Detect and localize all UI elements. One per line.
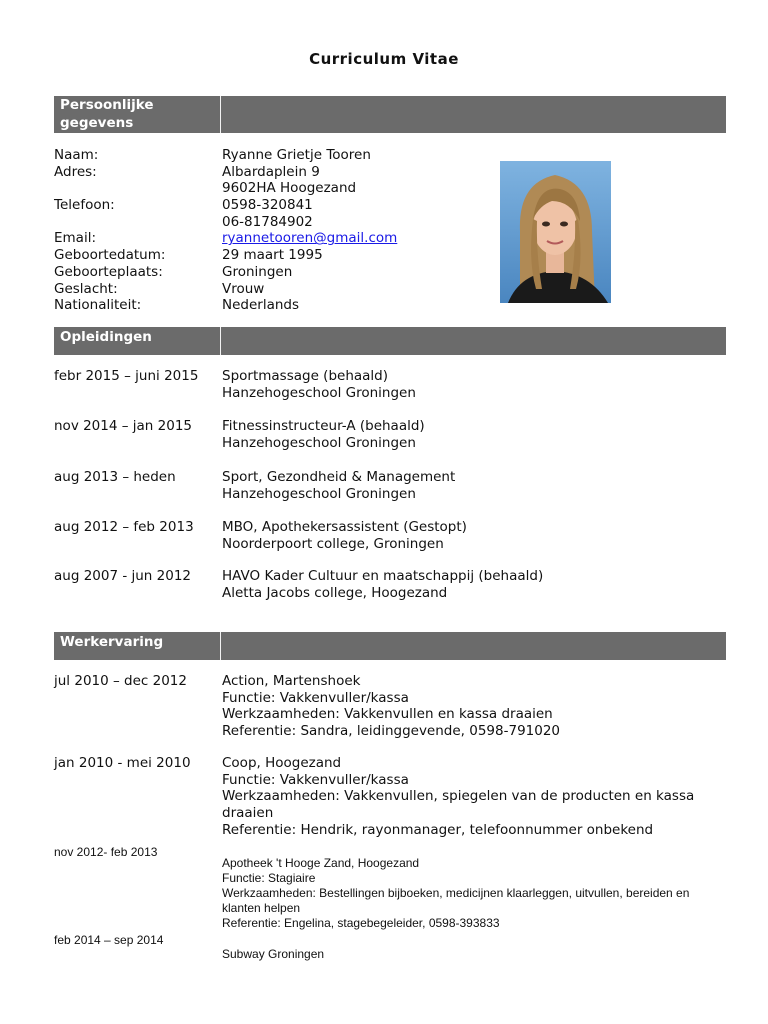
value-nationality: Nederlands [222,297,300,314]
section-title-work: Werkervaring [60,634,164,650]
value-gender: Vrouw [222,280,265,297]
label-gender: Geslacht: [54,280,118,297]
work-entry: Apotheek 't Hooge Zand, Hoogezand Functie: Stagiaire Werkzaamheden: Bestellingen bijboeken, medicijnen klaarleggen, uitvullen, bereiden en klanten helpen Referentie: Engelina, stagebegeleider, 0598-393833 [222,856,690,930]
personal-values [222,147,397,314]
section-divider [220,632,221,660]
section-title-personal: Persoonlijke gegevens [60,97,154,131]
work-entry: Action, Martenshoek Functie: Vakkenvuller/kassa Werkzaamheden: Vakkenvullen en kassa draaien Referentie: Sandra, leidinggevende, 0598-791020 [222,673,561,740]
value-birthplace: Groningen [222,263,293,280]
value-city: 9602HA Hoogezand [222,180,357,197]
section-title-education: Opleidingen [60,329,152,345]
education-entry: Sportmassage (behaald) Hanzehogeschool Groningen [222,368,416,401]
label-nationality: Nationaliteit: [54,297,142,314]
value-mobile: 06-81784902 [222,213,313,230]
education-entry: Fitnessinstructeur-A (behaald) Hanzehogeschool Groningen [222,418,425,451]
education-period: aug 2007 - jun 2012 [54,568,192,584]
label-blank [54,214,165,231]
work-entry: Subway Groningen [222,947,325,961]
label-email: Email: [54,230,97,247]
work-period: feb 2014 – sep 2014 [54,933,164,947]
label-blank [54,180,165,197]
label-birthplace: Geboorteplaats: [54,263,163,280]
work-period: jul 2010 – dec 2012 [54,673,187,689]
label-birthdate: Geboortedatum: [54,247,166,264]
section-bar-personal [54,96,726,133]
value-name: Ryanne Grietje Tooren [222,147,371,163]
section-bar-work [54,632,726,660]
section-bar-education [54,327,726,355]
education-period: nov 2014 – jan 2015 [54,418,193,434]
work-period: jan 2010 - mei 2010 [54,755,191,771]
education-period: aug 2013 – heden [54,469,176,485]
email-link[interactable]: ryannetooren@gmail.com [222,230,398,247]
education-entry: Sport, Gezondheid & Management Hanzehogeschool Groningen [222,469,456,502]
education-period: febr 2015 – juni 2015 [54,368,199,384]
education-entry: HAVO Kader Cultuur en maatschappij (behaald) Aletta Jacobs college, Hoogezand [222,568,544,601]
label-address: Adres: [54,163,97,180]
section-divider [220,96,221,133]
document-title: Curriculum Vitae [309,50,459,68]
value-street: Albardaplein 9 [222,163,320,180]
label-phone: Telefoon: [54,197,115,214]
work-period: nov 2012- feb 2013 [54,845,158,859]
personal-labels [54,147,165,314]
section-divider [220,327,221,355]
label-name: Naam: [54,147,99,163]
value-phone: 0598-320841 [222,197,313,214]
education-entry: MBO, Apothekersassistent (Gestopt) Noorderpoort college, Groningen [222,519,467,552]
profile-photo [500,161,611,303]
education-period: aug 2012 – feb 2013 [54,519,194,535]
work-entry: Coop, Hoogezand Functie: Vakkenvuller/kassa Werkzaamheden: Vakkenvullen, spiegelen van de producten en kassa draaien Referentie: Hendrik, rayonmanager, telefoonnummer onbekend [222,755,695,838]
value-birthdate: 29 maart 1995 [222,247,323,264]
